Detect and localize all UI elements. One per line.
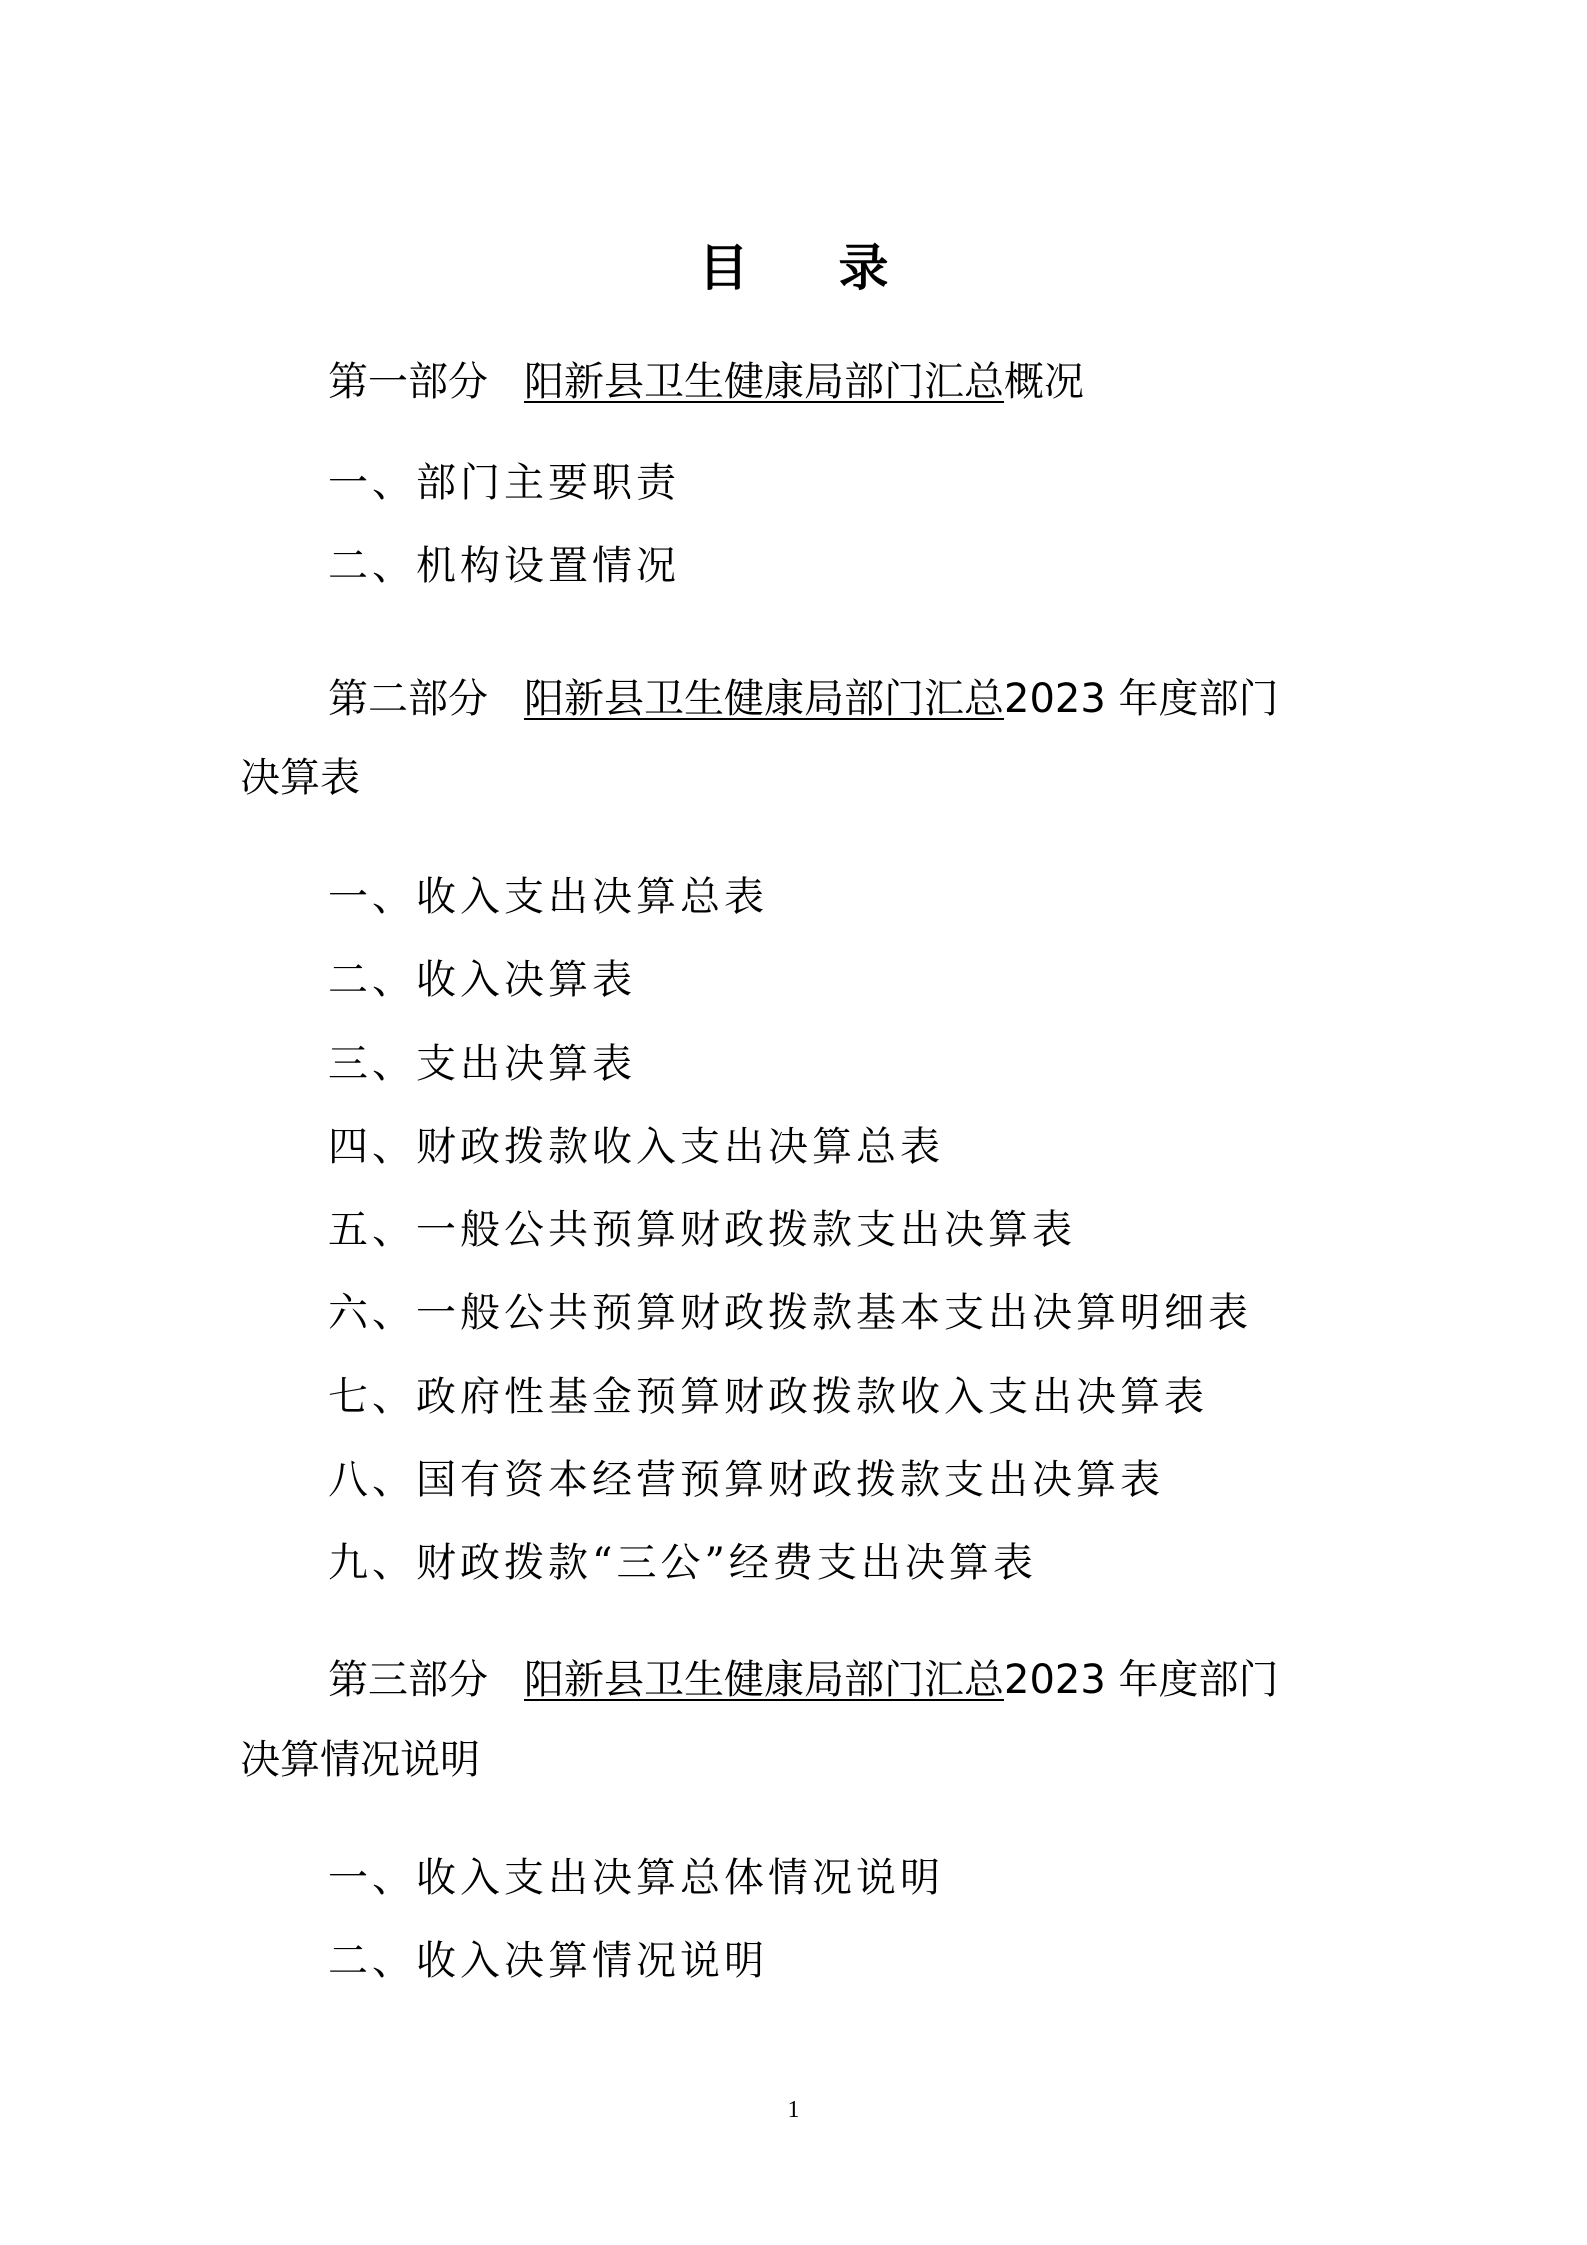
part2-item-4[interactable]: 四、财政拨款收入支出决算总表 bbox=[328, 1124, 944, 1170]
part2-rest: 2023 年度部门 bbox=[1004, 676, 1279, 722]
part2-item-1[interactable]: 一、收入支出决算总表 bbox=[328, 874, 768, 920]
part1-item-2[interactable]: 二、机构设置情况 bbox=[328, 543, 680, 589]
part1-rest: 概况 bbox=[1004, 359, 1084, 405]
part2-heading-line2: 决算表 bbox=[240, 755, 360, 801]
part2-item-5[interactable]: 五、一般公共预算财政拨款支出决算表 bbox=[328, 1207, 1076, 1253]
toc-title bbox=[0, 228, 1587, 300]
part3-heading[interactable] bbox=[328, 1657, 1279, 1703]
part2-dept-name: 阳新县卫生健康局部门汇总 bbox=[524, 676, 1004, 722]
part2-item-2[interactable]: 二、收入决算表 bbox=[328, 957, 636, 1003]
part1-item-1[interactable]: 一、部门主要职责 bbox=[328, 460, 680, 506]
part1-label: 第一部分 bbox=[328, 359, 488, 405]
part2-item-6[interactable]: 六、一般公共预算财政拨款基本支出决算明细表 bbox=[328, 1290, 1252, 1336]
part3-heading-line2: 决算情况说明 bbox=[240, 1737, 480, 1783]
part3-rest: 2023 年度部门 bbox=[1004, 1657, 1279, 1703]
page-number: 1 bbox=[787, 2097, 800, 2123]
part2-item-7[interactable]: 七、政府性基金预算财政拨款收入支出决算表 bbox=[328, 1374, 1208, 1420]
part1-dept-name: 阳新县卫生健康局部门汇总 bbox=[524, 359, 1004, 405]
part3-label: 第三部分 bbox=[328, 1657, 488, 1703]
part2-heading[interactable] bbox=[328, 676, 1279, 722]
part2-item-3[interactable]: 三、支出决算表 bbox=[328, 1041, 636, 1087]
part2-item-9[interactable]: 九、财政拨款“三公”经费支出决算表 bbox=[328, 1540, 1037, 1586]
part1-heading[interactable] bbox=[328, 359, 1084, 405]
part3-dept-name: 阳新县卫生健康局部门汇总 bbox=[524, 1657, 1004, 1703]
part3-item-1[interactable]: 一、收入支出决算总体情况说明 bbox=[328, 1855, 944, 1901]
part2-label: 第二部分 bbox=[328, 676, 488, 722]
part3-item-2[interactable]: 二、收入决算情况说明 bbox=[328, 1938, 768, 1984]
toc-title-char-1: 目 bbox=[698, 239, 749, 297]
toc-title-char-2: 录 bbox=[838, 239, 889, 297]
part2-item-8[interactable]: 八、国有资本经营预算财政拨款支出决算表 bbox=[328, 1457, 1164, 1503]
